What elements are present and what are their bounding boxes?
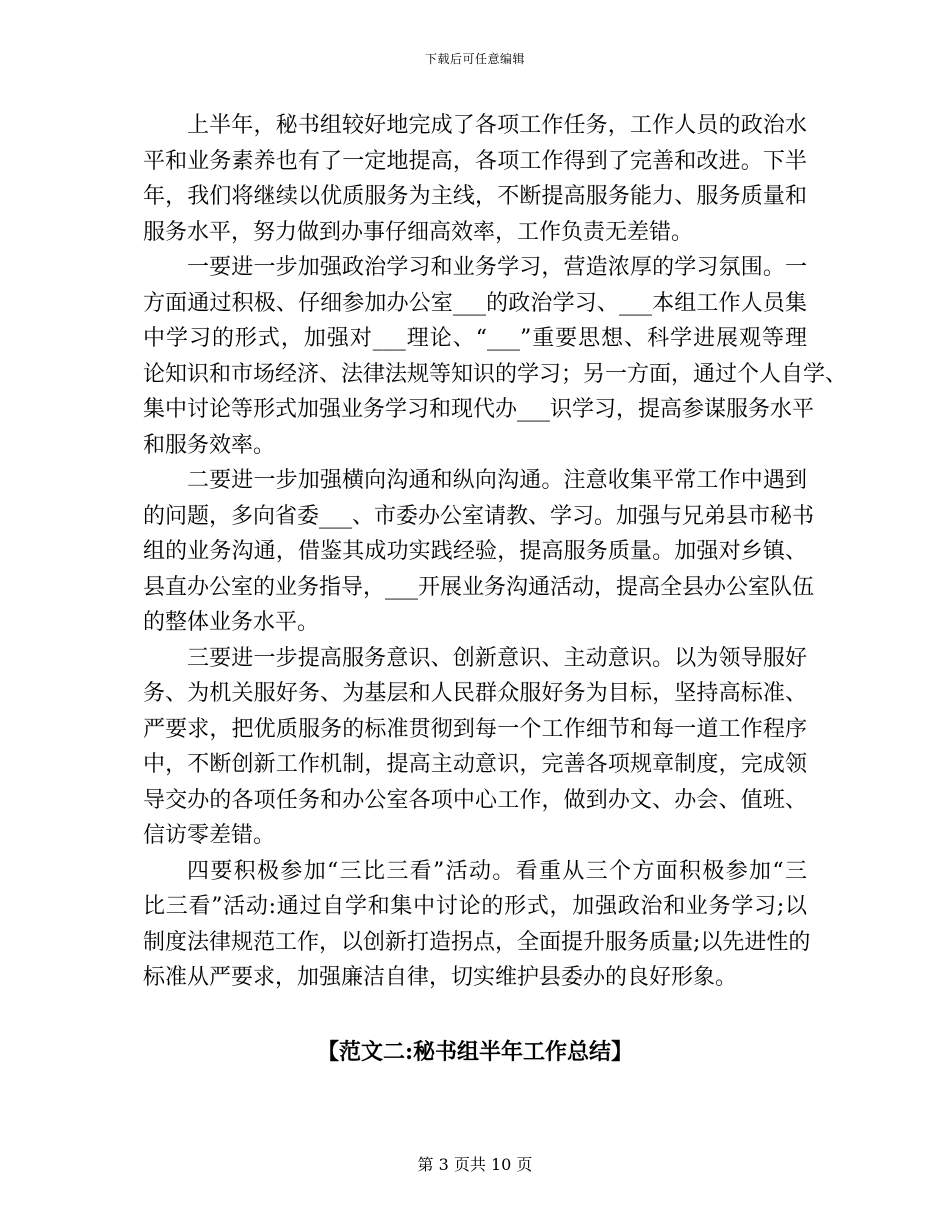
text-line: 的整体业务水平。 — [143, 610, 320, 635]
document-body — [143, 108, 848, 996]
text-line: 二要进一步加强横向沟通和纵向沟通。注意收集平常工作中遇到 — [187, 468, 807, 493]
text-line: 标准从严要求，加强廉洁自律，切实维护县委办的良好形象。 — [143, 965, 738, 990]
text-line: 一要进一步加强政治学习和业务学习，营造浓厚的学习氛围。一 — [187, 255, 807, 280]
text-line: 和服务效率。 — [143, 432, 276, 458]
text-line: 论知识和市场经济、法律法规等知识的学习；另一方面，通过个人自学、 — [143, 361, 848, 387]
page-number-footer: 第 3 页共 10 页 — [417, 1155, 533, 1174]
text-line: 平和业务素养也有了一定地提高，各项工作得到了完善和改进。下半 — [143, 148, 807, 174]
text-line: 导交办的各项任务和办公室各项中心工作，做到办文、办会、值班、 — [143, 787, 807, 813]
text-line: 的问题，多向省委___、市委办公室请教、学习。加强与兄弟县市秘书 — [143, 503, 815, 529]
text-line: 中学习的形式，加强对___理论、“___”重要思想、科学进展观等理 — [143, 326, 807, 351]
text-line: 务、为机关服好务、为基层和人民群众服好务为目标，坚持高标准、 — [143, 681, 807, 706]
paragraph-4 — [143, 641, 807, 854]
paragraph-2 — [143, 250, 848, 463]
section-heading: 【范文二:秘书组半年工作总结】 — [316, 1039, 634, 1065]
text-line: 比三看”活动:通过自学和集中讨论的形式，加强政治和业务学习;以 — [143, 894, 807, 919]
paragraph-5 — [143, 854, 811, 996]
text-line: 信访零差错。 — [143, 823, 276, 848]
text-line: 四要积极参加“三比三看”活动。看重从三个方面积极参加“三 — [187, 858, 807, 884]
text-line: 组的业务沟通，借鉴其成功实践经验，提高服务质量。加强对乡镇、 — [143, 539, 807, 564]
text-line: 县直办公室的业务指导，___开展业务沟通活动，提高全县办公室队伍 — [143, 574, 815, 600]
text-line: 制度法律规范工作，以创新打造拐点，全面提升服务质量;以先进性的 — [143, 929, 811, 955]
text-line: 方面通过积极、仔细参加办公室___的政治学习、___本组工作人员集 — [143, 290, 807, 316]
text-line: 严要求，把优质服务的标准贯彻到每一个工作细节和每一道工作程序 — [143, 716, 807, 742]
paragraph-1 — [143, 108, 807, 250]
paragraph-3 — [143, 463, 815, 641]
text-line: 上半年，秘书组较好地完成了各项工作任务，工作人员的政治水 — [187, 113, 807, 138]
text-line: 中，不断创新工作机制，提高主动意识，完善各项规章制度，完成领 — [143, 752, 807, 777]
text-line: 年，我们将继续以优质服务为主线，不断提高服务能力、服务质量和 — [143, 184, 807, 209]
page-header-note: 下载后可任意编辑 — [424, 52, 525, 66]
text-line: 服务水平，努力做到办事仔细高效率，工作负责无差错。 — [143, 219, 694, 245]
text-line: 集中讨论等形式加强业务学习和现代办___识学习，提高参谋服务水平 — [143, 397, 815, 422]
text-line: 三要进一步提高服务意识、创新意识、主动意识。以为领导服好 — [187, 645, 807, 671]
